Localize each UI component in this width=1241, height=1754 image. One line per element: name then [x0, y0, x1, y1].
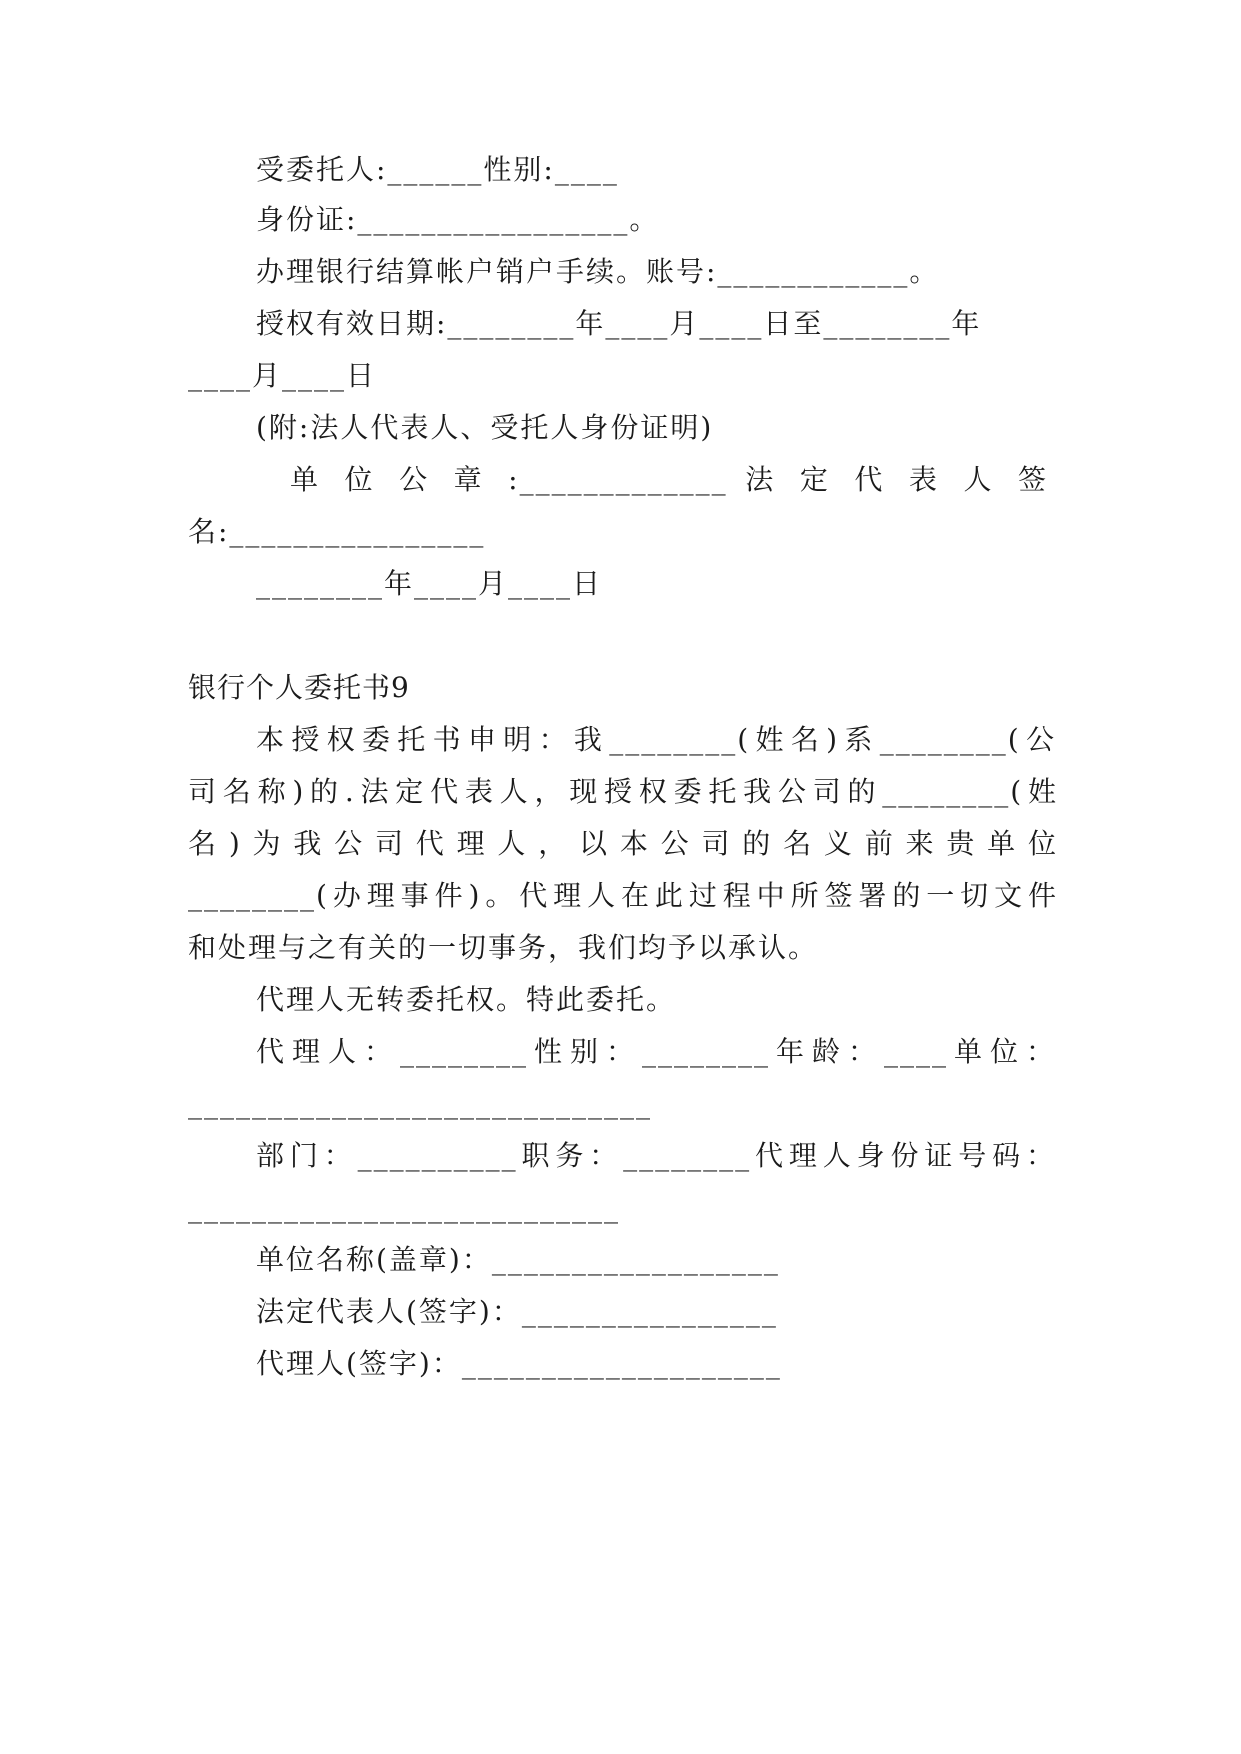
- account-closing-line: 办理银行结算帐户销户手续。账号:____________。: [256, 255, 940, 288]
- no-subdelegation-line: 代理人无转委托权。特此委托。: [256, 983, 677, 1016]
- declaration-line-5: 和处理与之有关的一切事务，我们均予以承认。: [188, 931, 819, 964]
- attachment-note-line: (附:法人代表人、受托人身份证明): [256, 411, 714, 444]
- agent-unit-blank: _____________________________: [188, 1087, 652, 1120]
- signature-name-line: 名:________________: [188, 515, 486, 548]
- trustee-gender-line: 受委托人:______性别:____: [256, 153, 619, 186]
- legal-representative-signature-line: 法定代表人(签字)：________________: [256, 1295, 778, 1328]
- section-heading: 银行个人委托书9: [188, 671, 410, 704]
- validity-period-end-line: ____月____日: [188, 359, 377, 392]
- date-line: ________年____月____日: [256, 567, 603, 600]
- department-position-line: 部门：__________职务：________代理人身份证号码：: [256, 1139, 1056, 1172]
- declaration-line-4: ________(办理事件)。代理人在此过程中所签署的一切文件: [188, 879, 1058, 912]
- declaration-line-3: 名)为我公司代理人，以本公司的名义前来贵单位: [188, 827, 1058, 860]
- validity-period-line: 授权有效日期:________年____月____日至________年: [256, 307, 982, 340]
- agent-signature-line: 代理人(签字)：____________________: [256, 1347, 782, 1380]
- id-card-line: 身份证:_________________。: [256, 203, 660, 236]
- seal-signature-line: 单 位 公 章 :_____________ 法 定 代 表 人 签: [290, 463, 1048, 496]
- declaration-line-2: 司名称)的.法定代表人，现授权委托我公司的________(姓: [188, 775, 1058, 808]
- agent-id-blank: ___________________________: [188, 1191, 620, 1224]
- unit-name-seal-line: 单位名称(盖章)：__________________: [256, 1243, 780, 1276]
- declaration-line-1: 本授权委托书申明：我________(姓名)系________(公: [256, 723, 1056, 756]
- agent-info-line: 代理人：________性别：________年龄：____单位：: [256, 1035, 1056, 1068]
